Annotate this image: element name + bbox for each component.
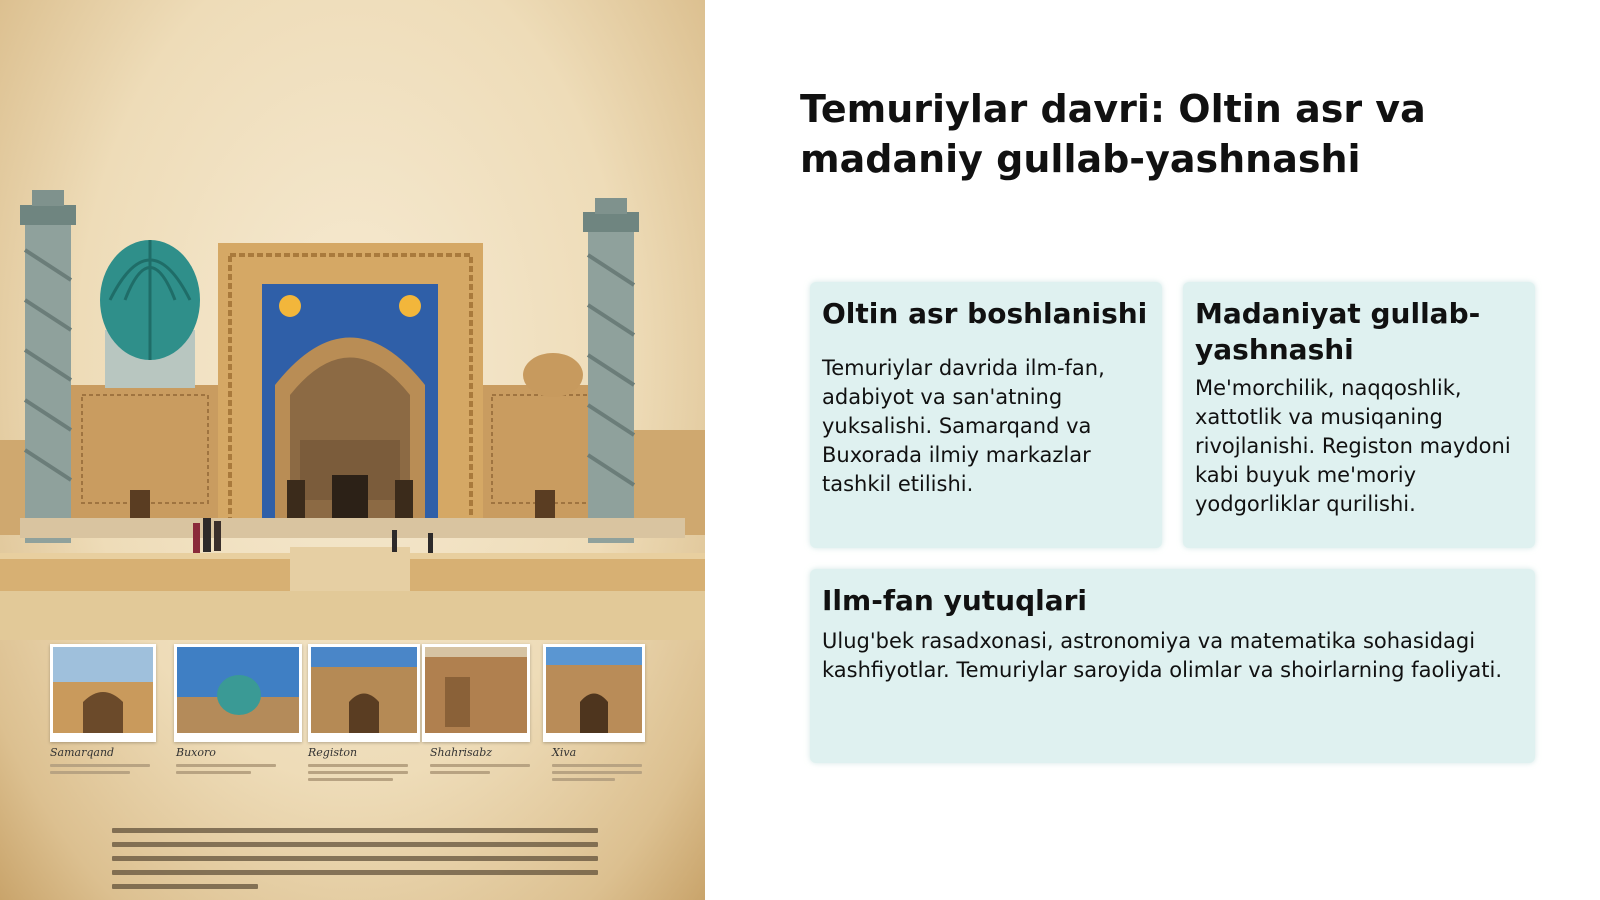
thumbnail-caption: Xiva xyxy=(552,746,577,759)
thumbnail-strip xyxy=(50,644,660,744)
madrasa-illustration xyxy=(0,0,705,640)
caption-text xyxy=(552,764,642,792)
card-culture xyxy=(1183,282,1535,548)
thumbnail xyxy=(50,644,156,742)
card-golden-age xyxy=(810,282,1162,548)
card-heading: Ilm-fan yutuqlari xyxy=(822,584,1088,617)
caption-text xyxy=(50,764,150,792)
thumbnail xyxy=(543,644,645,742)
thumbnail xyxy=(422,644,530,742)
card-body: Me'morchilik, naqqoshlik, xattotlik va musiqaning rivojlanishi. Registon maydoni kabi buyuk me'moriy yodgorliklar qurilishi. xyxy=(1195,376,1511,516)
thumbnail-caption: Shahrisabz xyxy=(430,746,493,759)
caption-text xyxy=(308,764,408,792)
thumbnail xyxy=(308,644,420,742)
thumbnail-caption: Samarqand xyxy=(50,746,115,759)
card-heading: Oltin asr boshlanishi xyxy=(822,297,1148,330)
caption-text xyxy=(176,764,276,792)
card-science xyxy=(810,569,1535,763)
caption-text xyxy=(430,764,530,792)
poster-image xyxy=(0,0,705,900)
thumbnail-caption: Buxoro xyxy=(176,746,216,759)
card-body: Temuriylar davrida ilm-fan, adabiyot va san'atning yuksalishi. Samarqand va Buxorada ilmiy markazlar tashkil etilishi. xyxy=(822,356,1105,496)
thumbnail xyxy=(174,644,302,742)
thumbnail-caption: Registon xyxy=(308,746,358,759)
poster-body-text xyxy=(112,828,598,898)
card-heading: Madaniyat gullab-yashnashi xyxy=(1195,297,1481,366)
card-body: Ulug'bek rasadxonasi, astronomiya va matematika sohasidagi kashfiyotlar. Temuriylar saroyida olimlar va shoirlarning faoliyati. xyxy=(822,629,1502,682)
slide-title: Temuriylar davri: Oltin asr va madaniy gullab-yashnashi xyxy=(800,87,1426,181)
